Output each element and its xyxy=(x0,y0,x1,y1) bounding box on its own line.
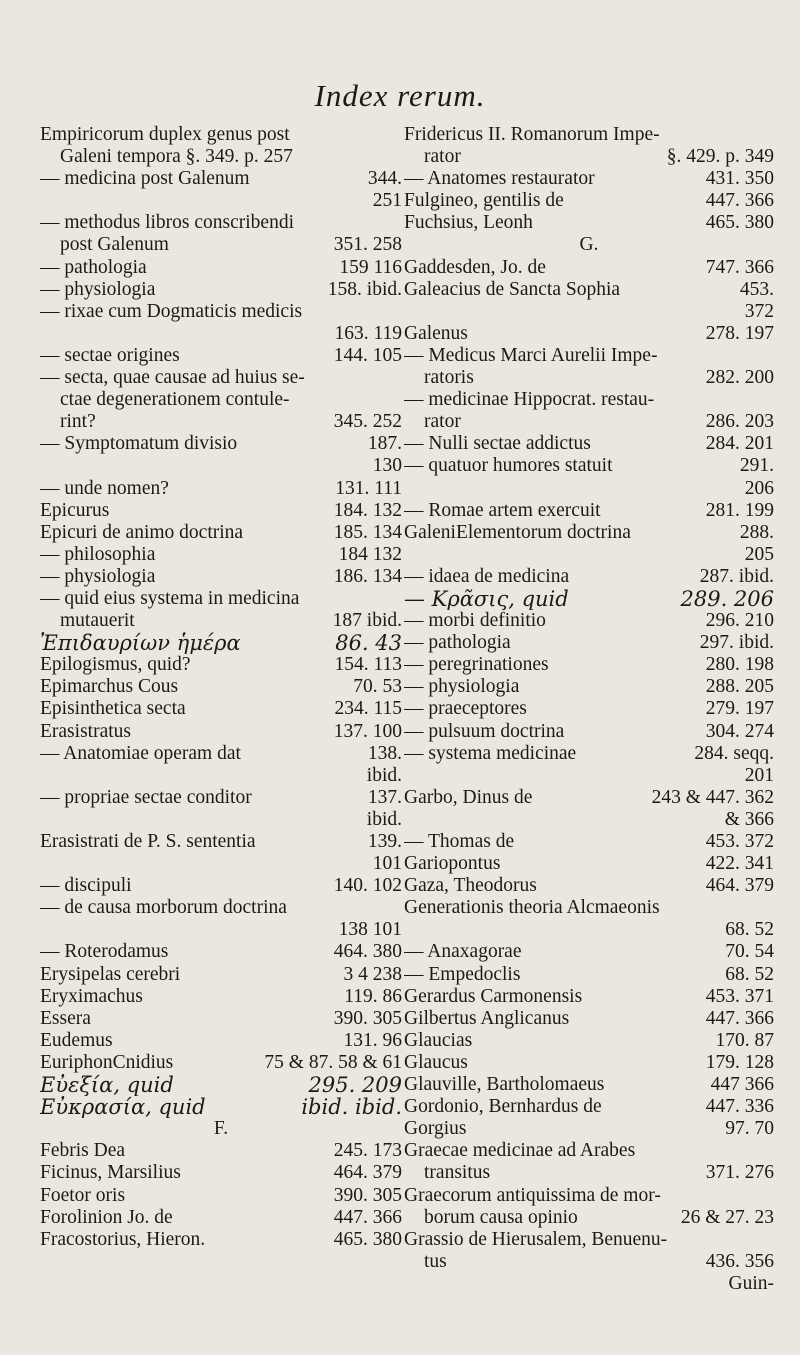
index-entry xyxy=(404,1052,774,1074)
index-entry-page: Guin- xyxy=(728,1272,774,1294)
index-entry-text: Epicurus xyxy=(40,499,110,521)
index-entry-text: — Thomas de xyxy=(404,831,515,852)
index-entry-page: 101 xyxy=(372,853,402,875)
index-entry xyxy=(40,875,402,897)
index-entry xyxy=(40,455,402,477)
index-entry-page: 86. 43 xyxy=(335,631,402,656)
index-entry-page: 251 xyxy=(372,190,402,212)
index-entry-text: Fulgineo, gentilis de xyxy=(404,190,564,212)
index-entry xyxy=(40,411,402,433)
index-entry xyxy=(40,433,402,455)
index-entry-text: Gaza, Theodorus xyxy=(404,875,537,897)
index-entry-text: GaleniElementorum doctrina xyxy=(404,521,631,543)
index-entry-text: — morbi definitio xyxy=(404,610,546,632)
index-entry-text: — philosophia xyxy=(40,543,156,565)
index-entry xyxy=(40,1008,402,1030)
index-entry-page: 297. ibid. xyxy=(699,632,774,654)
index-entry-page: 284. seqq. xyxy=(694,742,774,764)
index-entry-page: 344. xyxy=(367,168,402,190)
index-entry-text: — quatuor humores statuit xyxy=(404,455,613,477)
index-entry-text: — Anatomes restaurator xyxy=(404,168,595,190)
index-entry-text: Fracostorius, Hieron. xyxy=(40,1228,206,1250)
index-column-right xyxy=(404,124,774,1295)
index-entry-page: 131. 96 xyxy=(343,1029,402,1051)
index-entry-page: 201 xyxy=(744,764,774,786)
index-entry-text: Generationis theoria Alcmaeonis xyxy=(404,897,660,919)
index-entry-page: 187. xyxy=(367,433,402,455)
index-entry xyxy=(40,1052,402,1074)
index-entry xyxy=(40,1096,402,1118)
index-entry-page: 137. 100 xyxy=(333,720,402,742)
index-entry-page: 296. 210 xyxy=(705,610,774,632)
index-entry xyxy=(40,323,402,345)
index-entry-text: Epilogismus, quid? xyxy=(40,654,191,676)
index-entry xyxy=(404,809,774,831)
index-entry-page: 186. 134 xyxy=(333,565,402,587)
index-entry xyxy=(40,279,402,301)
index-entry-page: 243 & 447. 362 xyxy=(651,786,774,808)
index-entry xyxy=(40,301,402,323)
index-entry-text: Essera xyxy=(40,1007,91,1029)
index-entry-page: & 366 xyxy=(724,808,774,830)
index-entry-page: 447. 336 xyxy=(705,1096,774,1118)
page-title: Index rerum. xyxy=(314,78,486,113)
index-entry xyxy=(404,588,774,610)
index-entry xyxy=(404,455,774,477)
index-entry-page: 130 xyxy=(372,455,402,477)
index-entry-page: 747. 366 xyxy=(705,256,774,278)
index-entry xyxy=(40,146,402,168)
index-entry-text: Gorgius xyxy=(404,1118,467,1140)
index-entry-page: 279. 197 xyxy=(705,698,774,720)
index-entry-page: 245. 173 xyxy=(333,1140,402,1162)
index-entry-page: 138. xyxy=(367,742,402,764)
index-entry xyxy=(40,168,402,190)
index-entry-text: — Symptomatum divisio xyxy=(40,433,238,455)
index-entry-page: 464. 380 xyxy=(333,941,402,963)
index-entry-page: 291. xyxy=(739,455,774,477)
index-entry xyxy=(40,1030,402,1052)
index-entry xyxy=(404,124,774,146)
index-entry-text: Garbo, Dinus de xyxy=(404,786,533,808)
index-entry-page: 288. 205 xyxy=(705,676,774,698)
index-entry-page: 372 xyxy=(744,300,774,322)
index-entry-text: post Galenum xyxy=(60,234,169,256)
index-entry-page: 281. 199 xyxy=(705,499,774,521)
index-entry-text: Fridericus II. Romanorum Impe- xyxy=(404,124,660,145)
index-entry-text: Glauville, Bartholomaeus xyxy=(404,1074,605,1096)
index-entry xyxy=(404,1008,774,1030)
index-entry-text: Epimarchus Cous xyxy=(40,676,179,698)
index-entry-text: — idaea de medicina xyxy=(404,565,570,587)
index-entry xyxy=(404,831,774,853)
index-entry-page: 453. xyxy=(739,278,774,300)
index-entry xyxy=(40,743,402,765)
index-entry-page: 70. 53 xyxy=(353,676,402,698)
index-entry-page: 287. ibid. xyxy=(699,565,774,587)
index-entry-page: 371. 276 xyxy=(705,1162,774,1184)
index-entry-page: 390. 305 xyxy=(333,1007,402,1029)
index-entry xyxy=(404,1207,774,1229)
index-entry-text: — medicinae Hippocrat. restau- xyxy=(404,389,655,411)
index-entry-page: 464. 379 xyxy=(705,875,774,897)
index-entry-text: Erasistratus xyxy=(40,720,131,742)
index-entry-page: 447. 366 xyxy=(705,1007,774,1029)
index-entry-text: Gilbertus Anglicanus xyxy=(404,1007,570,1029)
index-entry-text: Galeacius de Sancta Sophia xyxy=(404,278,621,300)
index-entry xyxy=(404,632,774,654)
index-entry xyxy=(40,566,402,588)
index-entry xyxy=(404,1140,774,1162)
index-entry-text: rator xyxy=(424,411,461,433)
index-entry xyxy=(404,1229,774,1251)
index-entry-text: Forolinion Jo. de xyxy=(40,1206,173,1228)
index-entry xyxy=(404,698,774,720)
index-entry xyxy=(404,257,774,279)
index-entry xyxy=(40,610,402,632)
index-entry xyxy=(40,1229,402,1251)
index-entry xyxy=(40,919,402,941)
index-entry xyxy=(404,1185,774,1207)
index-entry-text: — physiologia xyxy=(40,278,156,300)
index-entry xyxy=(40,389,402,411)
index-entry-text: — Roterodamus xyxy=(40,941,169,963)
index-entry-text: — Anatomiae operam dat xyxy=(40,742,241,764)
index-entry-page: 447. 366 xyxy=(333,1206,402,1228)
index-entry-page: 295. 209 xyxy=(308,1073,402,1098)
index-entry-page: 422. 341 xyxy=(705,853,774,875)
index-entry xyxy=(404,897,774,919)
index-entry-text: Gerardus Carmonensis xyxy=(404,985,583,1007)
index-entry-page: 447. 366 xyxy=(705,190,774,212)
index-entry-page: 185. 134 xyxy=(333,521,402,543)
index-entry-page: 234. 115 xyxy=(334,698,402,720)
index-entry-page: 158. ibid. xyxy=(327,278,402,300)
index-entry xyxy=(40,234,402,256)
index-entry xyxy=(404,1118,774,1140)
index-entry-text: Εὐεξία, quid xyxy=(40,1074,174,1097)
index-entry-text: Ficinus, Marsilius xyxy=(40,1162,181,1184)
index-entry xyxy=(40,897,402,919)
index-entry-text: Gordonio, Bernhardus de xyxy=(404,1096,602,1118)
index-entry xyxy=(40,831,402,853)
index-entry-page: 436. 356 xyxy=(705,1250,774,1272)
index-entry xyxy=(40,986,402,1008)
index-entry-page: 286. 203 xyxy=(705,411,774,433)
index-entry xyxy=(404,765,774,787)
index-entry xyxy=(40,1140,402,1162)
index-entry-text: Galeni tempora §. 349. p. 257 xyxy=(60,146,293,168)
index-entry xyxy=(40,721,402,743)
index-entry-text: — propriae sectae conditor xyxy=(40,786,252,808)
index-entry xyxy=(40,190,402,212)
index-entry-page: 453. 372 xyxy=(705,831,774,852)
index-entry-page: ibid. xyxy=(366,808,402,830)
index-entry-text: tus xyxy=(424,1250,447,1272)
index-entry xyxy=(404,168,774,190)
index-entry-page: 465. 380 xyxy=(333,1228,402,1250)
index-entry-text: ctae degenerationem contule- xyxy=(60,389,290,411)
index-entry-page: 75 & 87. 58 & 61 xyxy=(264,1051,402,1073)
index-entry-page: 282. 200 xyxy=(705,367,774,389)
index-entry-page: 68. 52 xyxy=(725,963,774,985)
index-entry-text: — medicina post Galenum xyxy=(40,168,250,190)
index-entry-text: — peregrinationes xyxy=(404,654,549,676)
index-entry-page: 139. xyxy=(367,831,402,852)
index-entry xyxy=(404,566,774,588)
index-entry xyxy=(40,632,402,654)
index-entry-page: 206 xyxy=(744,477,774,499)
index-entry xyxy=(40,765,402,787)
index-entry-page: 68. 52 xyxy=(725,919,774,941)
index-entry-text: — de causa morborum doctrina xyxy=(40,897,287,919)
index-entry-text: Galenus xyxy=(404,322,468,344)
index-entry xyxy=(404,743,774,765)
index-entry xyxy=(40,124,402,146)
index-entry-text: Empiricorum duplex genus post xyxy=(40,124,290,145)
index-entry-text: Glaucus xyxy=(404,1051,468,1073)
index-entry xyxy=(40,212,402,234)
index-entry xyxy=(40,853,402,875)
index-entry-text: Erasistrati de P. S. sententia xyxy=(40,831,256,852)
index-entry-page: 464. 379 xyxy=(333,1162,402,1184)
index-entry xyxy=(404,676,774,698)
index-section-letter xyxy=(40,1118,402,1140)
index-entry xyxy=(404,190,774,212)
index-entry-text: Episinthetica secta xyxy=(40,698,186,720)
index-entry xyxy=(40,478,402,500)
index-entry-page: 289. 206 xyxy=(680,586,774,611)
index-entry-page: 131. 111 xyxy=(335,477,402,499)
index-entry xyxy=(404,544,774,566)
index-entry xyxy=(40,345,402,367)
index-entry-page: 288. xyxy=(739,521,774,543)
index-entry xyxy=(40,1185,402,1207)
index-entry-text: — Empedoclis xyxy=(404,963,521,985)
index-entry-text: Grassio de Hierusalem, Benuenu- xyxy=(404,1228,668,1250)
index-entry-text: Glaucias xyxy=(404,1029,473,1051)
index-entry-page: §. 429. p. 349 xyxy=(666,146,774,168)
index-entry xyxy=(404,964,774,986)
index-entry-page: 453. 371 xyxy=(705,985,774,1007)
index-entry xyxy=(40,941,402,963)
index-entry xyxy=(404,301,774,323)
index-entry xyxy=(404,279,774,301)
index-entry-text: — unde nomen? xyxy=(40,477,169,499)
index-entry xyxy=(404,610,774,632)
index-entry-page: 159 116 xyxy=(339,256,402,278)
index-entry xyxy=(404,986,774,1008)
index-entry xyxy=(40,1207,402,1229)
index-section-letter xyxy=(404,234,774,256)
index-entry-text: — systema medicinae xyxy=(404,742,577,764)
index-entry xyxy=(40,964,402,986)
index-entry xyxy=(404,787,774,809)
index-entry xyxy=(404,919,774,941)
index-entry xyxy=(404,389,774,411)
index-entry-page: 184 132 xyxy=(338,543,402,565)
index-entry-text: Εὐκρασία, quid xyxy=(40,1096,206,1119)
index-entry-text: — quid eius systema in medicina xyxy=(40,587,300,609)
index-entry-text: — Κρᾶσις, quid xyxy=(404,587,569,611)
index-entry xyxy=(40,367,402,389)
index-entry xyxy=(404,1251,774,1273)
index-entry xyxy=(404,1162,774,1184)
index-entry-page: 284. 201 xyxy=(705,433,774,455)
index-entry-page: 137. xyxy=(367,786,402,808)
index-entry-text: Ἐπιδαυρίων ἡμέρα xyxy=(40,632,241,655)
index-entry-page: 345. 252 xyxy=(333,411,402,433)
index-entry-page: 304. 274 xyxy=(705,720,774,742)
index-entry xyxy=(40,654,402,676)
index-entry-page: 447 366 xyxy=(710,1074,774,1096)
index-entry xyxy=(404,146,774,168)
index-entry-page: 154. 113 xyxy=(334,654,402,676)
index-entry xyxy=(404,1273,774,1295)
index-entry xyxy=(404,345,774,367)
index-entry-page: 170. 87 xyxy=(715,1029,774,1051)
index-entry xyxy=(40,544,402,566)
index-entry-page: 431. 350 xyxy=(705,168,774,190)
index-entry-page: 390. 305 xyxy=(333,1184,402,1206)
index-entry xyxy=(404,875,774,897)
index-entry xyxy=(40,1074,402,1096)
index-entry xyxy=(404,212,774,234)
index-entry-text: ratoris xyxy=(424,367,474,389)
index-entry-text: borum causa opinio xyxy=(424,1206,578,1228)
index-entry-text: — rixae cum Dogmaticis medicis xyxy=(40,300,303,322)
index-entry xyxy=(404,367,774,389)
index-entry xyxy=(404,323,774,345)
index-entry-page: 3 4 238 xyxy=(343,963,402,985)
index-entry-text: — Romae artem exercuit xyxy=(404,499,601,521)
index-entry xyxy=(404,941,774,963)
index-entry-text: — physiologia xyxy=(40,565,156,587)
index-entry-text: rator xyxy=(424,146,461,168)
index-entry-page: 187 ibid. xyxy=(332,610,402,632)
index-entry-page: ibid. xyxy=(366,764,402,786)
index-entry-page: 280. 198 xyxy=(705,654,774,676)
index-entry-text: — methodus libros conscribendi xyxy=(40,212,295,234)
index-entry-text: mutauerit xyxy=(60,610,135,632)
index-entry-page: 179. 128 xyxy=(705,1051,774,1073)
index-entry-page: 70. 54 xyxy=(725,941,774,963)
index-entry-page: 163. 119 xyxy=(334,322,402,344)
index-entry xyxy=(40,676,402,698)
index-entry xyxy=(40,257,402,279)
index-entry xyxy=(40,1162,402,1184)
index-entry-text: — sectae origines xyxy=(40,344,180,366)
index-entry xyxy=(40,588,402,610)
index-entry-text: Eryximachus xyxy=(40,985,143,1007)
index-entry-text: — pathologia xyxy=(404,632,511,654)
index-entry xyxy=(404,500,774,522)
index-entry xyxy=(404,522,774,544)
index-entry xyxy=(40,787,402,809)
index-entry xyxy=(404,1030,774,1052)
index-entry-page: 465. 380 xyxy=(705,212,774,234)
index-entry xyxy=(40,500,402,522)
index-entry-text: — Anaxagorae xyxy=(404,941,522,963)
index-entry xyxy=(404,654,774,676)
index-entry-text: Graecae medicinae ad Arabes xyxy=(404,1140,636,1162)
index-entry-page: 278. 197 xyxy=(705,322,774,344)
index-entry-text: — secta, quae causae ad huius se- xyxy=(40,367,305,389)
index-entry xyxy=(404,433,774,455)
index-entry-page: 97. 70 xyxy=(725,1118,774,1140)
index-entry-text: transitus xyxy=(424,1162,491,1184)
index-entry-page: 140. 102 xyxy=(333,875,402,897)
index-entry-text: Epicuri de animo doctrina xyxy=(40,521,244,543)
index-entry xyxy=(40,522,402,544)
index-entry-text: Fuchsius, Leonh xyxy=(404,212,533,234)
index-entry-text: EuriphonCnidius xyxy=(40,1051,174,1073)
index-entry-text: — discipuli xyxy=(40,875,132,897)
index-entry-page: ibid. ibid. xyxy=(301,1095,402,1120)
index-entry xyxy=(404,721,774,743)
index-entry-page: 26 & 27. 23 xyxy=(680,1206,774,1228)
index-entry xyxy=(40,809,402,831)
index-column-left xyxy=(40,124,402,1251)
index-entry-text: — Nulli sectae addictus xyxy=(404,433,591,455)
index-entry xyxy=(40,698,402,720)
index-entry xyxy=(404,478,774,500)
index-entry-page: 144. 105 xyxy=(333,344,402,366)
index-entry-page: 205 xyxy=(744,543,774,565)
index-entry-text: Gaddesden, Jo. de xyxy=(404,256,546,278)
index-entry-text: Foetor oris xyxy=(40,1184,126,1206)
index-entry-text: Eudemus xyxy=(40,1029,113,1051)
index-entry xyxy=(404,1096,774,1118)
index-entry-page: 184. 132 xyxy=(333,499,402,521)
index-entry-text: G. xyxy=(579,234,599,256)
index-entry-text: Graecorum antiquissima de mor- xyxy=(404,1184,661,1206)
index-entry-text: — physiologia xyxy=(404,676,520,698)
index-entry-page: 119. 86 xyxy=(344,985,402,1007)
index-entry xyxy=(404,1074,774,1096)
index-entry-text: F. xyxy=(213,1118,229,1140)
index-entry-page: 138 101 xyxy=(338,919,402,941)
index-entry-text: Gariopontus xyxy=(404,853,501,875)
index-entry xyxy=(404,853,774,875)
index-entry xyxy=(404,411,774,433)
index-entry-text: — pathologia xyxy=(40,256,147,278)
index-entry-text: rint? xyxy=(60,411,96,433)
index-entry-text: Erysipelas cerebri xyxy=(40,963,181,985)
index-entry-page: 351. 258 xyxy=(333,234,402,256)
index-entry-text: — Medicus Marci Aurelii Impe- xyxy=(404,344,658,366)
index-entry-text: — praeceptores xyxy=(404,698,527,720)
index-entry-text: Febris Dea xyxy=(40,1140,126,1162)
index-entry-text: — pulsuum doctrina xyxy=(404,720,565,742)
